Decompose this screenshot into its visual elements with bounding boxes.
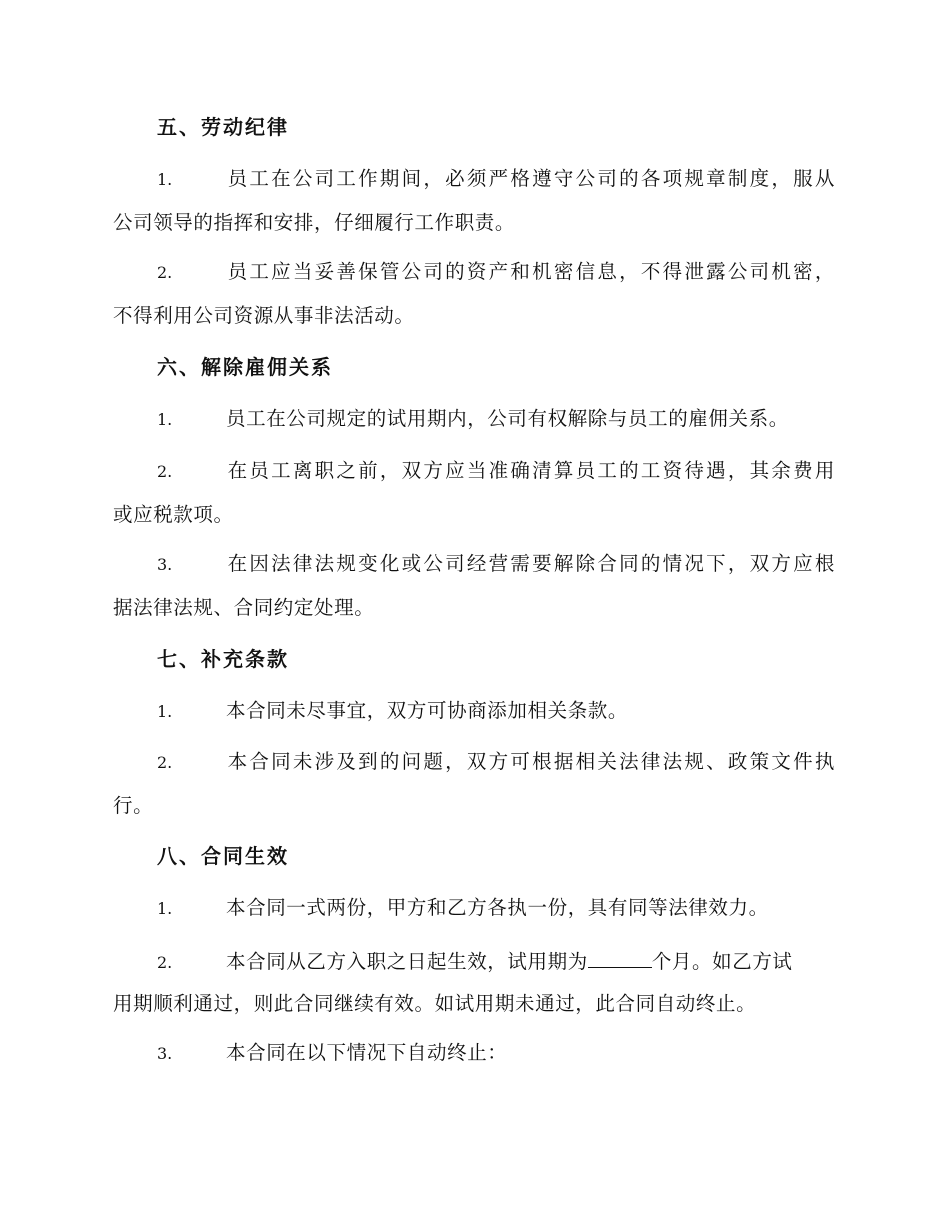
clause-text: 本合同在以下情况下自动终止： <box>226 1041 508 1064</box>
clause-text: 在员工离职之前，双方应当准确清算员工的工资待遇，其余费用 <box>226 459 835 482</box>
clause-text-continued: 行。 <box>113 794 154 817</box>
clause-number: 1. <box>157 170 173 189</box>
fill-in-blank <box>588 947 652 968</box>
clause-5-2 <box>113 259 835 347</box>
clause-number: 1. <box>157 702 173 721</box>
clause-number: 2. <box>157 263 173 282</box>
clause-text: 本合同未尽事宜，双方可协商添加相关条款。 <box>226 699 629 722</box>
clause-number: 1. <box>157 899 173 918</box>
clause-6-2 <box>113 458 835 546</box>
clause-number: 2. <box>157 953 173 972</box>
clause-number: 3. <box>157 555 173 574</box>
section-heading-6: 六、解除雇佣关系 <box>157 355 333 379</box>
clause-text-continued: 公司领导的指挥和安排，仔细履行工作职责。 <box>113 211 516 234</box>
clause-7-2 <box>113 749 835 837</box>
clause-number: 1. <box>157 410 173 429</box>
clause-number: 2. <box>157 753 173 772</box>
clause-text: 本合同未涉及到的问题，双方可根据相关法律法规、政策文件执 <box>226 750 835 773</box>
clause-8-2 <box>113 947 835 1035</box>
clause-8-1 <box>113 895 835 939</box>
section-heading-5: 五、劳动纪律 <box>157 115 289 139</box>
section-heading-8: 八、合同生效 <box>157 844 289 868</box>
clause-text-after-blank: 个月。如乙方试 <box>651 950 793 973</box>
section-heading-7: 七、补充条款 <box>157 647 289 671</box>
clause-7-1 <box>113 698 835 742</box>
clause-text-continued: 用期顺利通过，则此合同继续有效。如试用期未通过，此合同自动终止。 <box>113 992 757 1015</box>
clause-text-continued: 不得利用公司资源从事非法活动。 <box>113 304 415 327</box>
clause-6-3 <box>113 551 835 639</box>
clause-text: 员工应当妥善保管公司的资产和机密信息，不得泄露公司机密， <box>226 260 835 283</box>
clause-text-continued: 据法律法规、合同约定处理。 <box>113 596 375 619</box>
clause-text: 员工在公司规定的试用期内，公司有权解除与员工的雇佣关系。 <box>226 407 789 430</box>
clause-text: 本合同一式两份，甲方和乙方各执一份，具有同等法律效力。 <box>226 896 769 919</box>
clause-number: 2. <box>157 462 173 481</box>
clause-text: 在因法律法规变化或公司经营需要解除合同的情况下，双方应根 <box>226 552 835 575</box>
clause-text: 本合同从乙方入职之日起生效，试用期为 <box>226 950 588 973</box>
clause-text: 员工在公司工作期间，必须严格遵守公司的各项规章制度，服从 <box>226 167 835 190</box>
clause-number: 3. <box>157 1044 173 1063</box>
clause-8-3 <box>113 1040 835 1084</box>
clause-5-1 <box>113 166 835 254</box>
clause-6-1 <box>113 406 835 450</box>
clause-text-continued: 或应税款项。 <box>113 503 234 526</box>
